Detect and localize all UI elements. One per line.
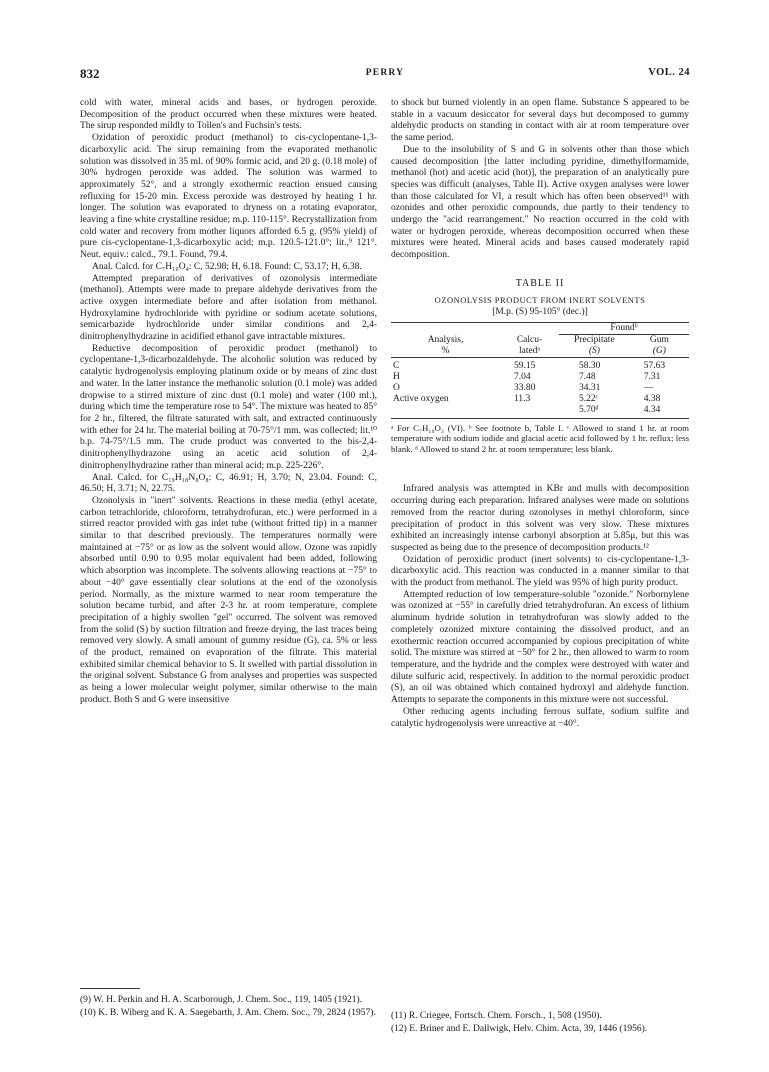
table-cell: H xyxy=(393,371,400,382)
footnote: (12) E. Briner and E. Dallwigk, Helv. Chim. Acta, 39, 1446 (1956). xyxy=(391,1023,648,1034)
right-column xyxy=(391,98,689,730)
table-cell: C xyxy=(393,360,400,371)
page-header xyxy=(80,66,690,84)
table-cell: 4.34 xyxy=(643,404,661,415)
paragraph: Ozonolysis in "inert" solvents. Reactions in these media (ethyl acetate, carbon tetrachloride, chloroform, tetrahydrofuran, etc.) were performed in a stirred reactor provided with gas inlet tube (without fritted tip) in a manner similar to that described previously. The temperatures normally were maintained at −75° or as low as the solvent would allow. Ozone was rapidly absorbed until 0.90 to 0.95 molar equivalent had been added, following which absorption was incomplete. The solvents allowing reactions at −75° to about −40° gave essentially clear solutions at the end of the ozonolysis period. Normally, as the mixture warmed to near room temperature the solution became turbid, and after 2-3 hr. at room temperature, complete precipitation of a highly swollen "gel" occurred. The solvent was removed from the solid (S) by suction filtration and freeze drying, the last traces being removed very slowly. A small amount of gummy residue (G), ca. 5% or less of the product, remained on evaporation of the filtrate. This material exhibited similar chemical behavior to S. It swelled with partial dissolution in the original solvent. Substance G from analyses and properties was suspected as being a lower molecular weight polymer, similar otherwise to the main product. Both S and G were insensitive xyxy=(80,495,377,705)
column-header: (S) xyxy=(588,345,600,356)
table-cell: Active oxygen xyxy=(393,393,449,404)
left-footnotes xyxy=(80,988,377,1021)
table-cell: O xyxy=(393,382,400,393)
table-caption: OZONOLYSIS PRODUCT FROM INERT SOLVENTS xyxy=(434,294,646,305)
table-cell: 34.31 xyxy=(579,382,601,393)
paragraph: Anal. Calcd. for C₁₉H₁₈N₈O₈: C, 46.91; H, 3.70; N, 23.04. Found: C, 46.50; H, 3.71; N, 22.75. xyxy=(80,472,377,495)
paragraph: Infrared analysis was attempted in KBr and mulls with decomposition occurring during each preparation. Infrared analyses were made on solutions removed from the reactor during ozonolyses in methyl chloroform, since precipitation of product in this solvent was very slow. These mixtures exhibited an increasingly intense carbonyl absorption at 5.85μ, but this was suspected as being due to the presence of decomposition products.¹² xyxy=(391,484,689,553)
paragraph: Attempted preparation of derivatives of ozonolysis intermediate (methanol). Attempts were made to prepare aldehyde derivatives from the active oxygen intermediate before and after isolation from methanol. Hydroxylamine hydrochloride with pyridine or sodium acetate solutions, semicarbazide hydrochloride under similar conditions and 2,4-dinitrophenylhydrazine in acidified ethanol gave intractable mixtures. xyxy=(80,273,377,343)
paragraph: Ozidation of peroxidic product (methanol) to cis-cyclopentane-1,3-dicarboxylic acid. The sirup remaining from the evaporated methanolic solution was dissolved in 35 ml. of 90% formic acid, and 20 g. (0.18 mole) of 30% hydrogen peroxide was added. The solution was warmed to approximately 52°, and a strongly exothermic reaction ensued causing refluxing for 15-20 min. Excess peroxide was destroyed by heating 1 hr. longer. The solution was evaporated to dryness on a rotating evaporator, leaving a fine white crystalline residue; m.p. 110-115°. Recrystallization from cold water and recovery from mother liquors afforded 6.5 g. (95% yield) of pure cis-cyclopentane-1,3-dicarboxylic acid; m.p. 120.5-121.0°; lit.,⁹ 121°. Neut. equiv.: calcd., 79.1. Found, 79.4. xyxy=(80,133,377,261)
table-cell: 5.22ᶜ xyxy=(579,393,599,404)
footnote: (9) W. H. Perkin and H. A. Scarborough, J. Chem. Soc., 119, 1405 (1921). xyxy=(80,995,362,1005)
table-footnote: ᵃ For C₇H₁₀O₃ (VI). ᵇ See footnote b, Table I. ᶜ Allowed to stand 1 hr. at room temperature with sodium iodide and glacial acetic acid followed by 1 hr. reflux; less blank. ᵈ Allowed to stand 2 hr. at room temperature; less blank. xyxy=(391,422,689,454)
table-cell: 11.3 xyxy=(514,393,531,404)
footnote: (11) R. Criegee, Fortsch. Chem. Forsch., 1, 508 (1950). xyxy=(391,1011,602,1021)
column-header: Gum xyxy=(649,334,669,345)
volume-label: VOL. 24 xyxy=(648,67,690,78)
table-cell xyxy=(500,405,559,419)
paragraph: Anal. Calcd. for C₇H₁₀O₄: C, 52.98; H, 6.18. Found: C, 53.17; H, 6.38. xyxy=(92,261,362,272)
paragraph: Ozidation of peroxidic product (inert solvents) to cis-cyclopentane-1,3-dicarboxylic acid. This reaction was conducted in a manner similar to that with the product from methanol. The yield was 95% of high purity product. xyxy=(391,554,689,589)
table-cell: 59.15 xyxy=(514,360,536,371)
table-cell: 5.70ᵈ xyxy=(579,404,599,415)
paragraph: Other reducing agents including ferrous sulfate, sodium sulfite and catalytic hydrogenolysis were unreactive at −40°. xyxy=(391,706,689,729)
table-cell: 57.63 xyxy=(643,360,666,371)
data-table xyxy=(391,322,689,419)
paragraph: Attempted reduction of low temperature-soluble "ozonide." Norbornylene was ozonized at −55° in carefully dried tetrahydrofuran. An excess of lithium aluminum hydride solution in tetrahydrofuran was slowly added to the completely ozonized mixture containing the dissolved product, and an exothermic reaction occurred accompanied by copious precipitation of white solid. The mixture was stirred at −50° for 2 hr., then allowed to warm to room temperature, and the hydride and the complex were destroyed with water and dilute sulfuric acid, respectively. In addition to the normal peroxidic product (S), an oil was obtained which contained hydroxyl and aldehyde function. Attempts to separate the components in this mixture were not successful. xyxy=(391,589,689,706)
paragraph: Reductive decomposition of peroxidic product (methanol) to cyclopentane-1,3-dicarbozaldehyde. The alcoholic solution was reduced by catalytic hydrogenolysis employing platinum oxide or by means of zinc dust and water. In the latter instance the methanolic solution (0.1 mole) was added dropwise to a stirred mixture of zinc dust (0.1 mole) and water (100 ml.), during which time the temperature rose to 54°. The mixture was heated to 85° for 2 hr., filtered, the filtrate saturated with salt, and extracted continuously with ether for 24 hr. The material boiling at 70-75°/1 mm. was collected; lit.¹⁰ b.p. 74-75°/1.5 mm. The crude product was converted to the bis-2,4-dinitrophenylhydrazone using an acetic acid solution of 2,4-dinitrophenylhydrazine rather than mineral acid; m.p. 225-226°. xyxy=(80,343,377,471)
footnote-rule xyxy=(80,988,140,989)
right-footnotes xyxy=(391,1011,689,1037)
table-cell: 58.30 xyxy=(579,360,601,371)
column-header: Precipitate xyxy=(574,334,615,345)
page-number: 832 xyxy=(80,66,100,81)
column-header: (G) xyxy=(652,345,666,356)
footnote: (10) K. B. Wiberg and K. A. Saegebarth, J. Am. Chem. Soc., 79, 2824 (1957). xyxy=(80,1007,376,1018)
table-subcaption: [M.p. (S) 95-105° (dec.)] xyxy=(492,307,588,318)
table-cell: 7.04 xyxy=(514,371,531,382)
table-cell: 7.31 xyxy=(643,371,661,382)
table-cell: — xyxy=(643,382,654,393)
table-cell: 7.48 xyxy=(579,371,596,382)
left-column xyxy=(80,98,377,707)
paragraph: to shock but burned violently in an open flame. Substance S appeared to be stable in a vacuum desiccator for several days but decomposed to gummy aldehydic products on standing in contact with air at room temperature over the same period. xyxy=(391,98,689,144)
table-cell xyxy=(391,405,500,419)
running-title: PERRY xyxy=(365,68,405,78)
column-header: Analysis, xyxy=(427,334,464,345)
column-header: Calcu- xyxy=(516,334,543,345)
found-header: Foundᵇ xyxy=(559,322,689,334)
paragraph: cold with water, mineral acids and bases, or hydrogen peroxide. Decomposition of the product occurred when these mixtures were heated. The sirup responded mildly to Tollen's and Fuchsin's tests. xyxy=(80,98,377,132)
paragraph: Due to the insolubility of S and G in solvents other than those which caused decomposition [the latter including pyridine, dimethylformamide, methanol (hot) and acetic acid (hot)], the preparation of an analytically pure species was difficult (analyses, Table II). Active oxygen analyses were lower than those calculated for VI, a result which has often been observed¹¹ with ozonides and other peroxidic compounds, due partly to their tendency to undergo the "acid rearrangement." No reaction occurred in the cold with water or hydrogen peroxide, whereas decomposition occurred when these mixtures were heated. Mineral acids and bases caused moderately rapid decomposition. xyxy=(391,144,689,261)
column-header: latedᵃ xyxy=(518,345,541,356)
column-header: % xyxy=(441,345,450,356)
table-cell: 4.38 xyxy=(643,393,661,404)
table-cell: 33.80 xyxy=(514,382,536,393)
table-title: TABLE II xyxy=(515,277,565,289)
